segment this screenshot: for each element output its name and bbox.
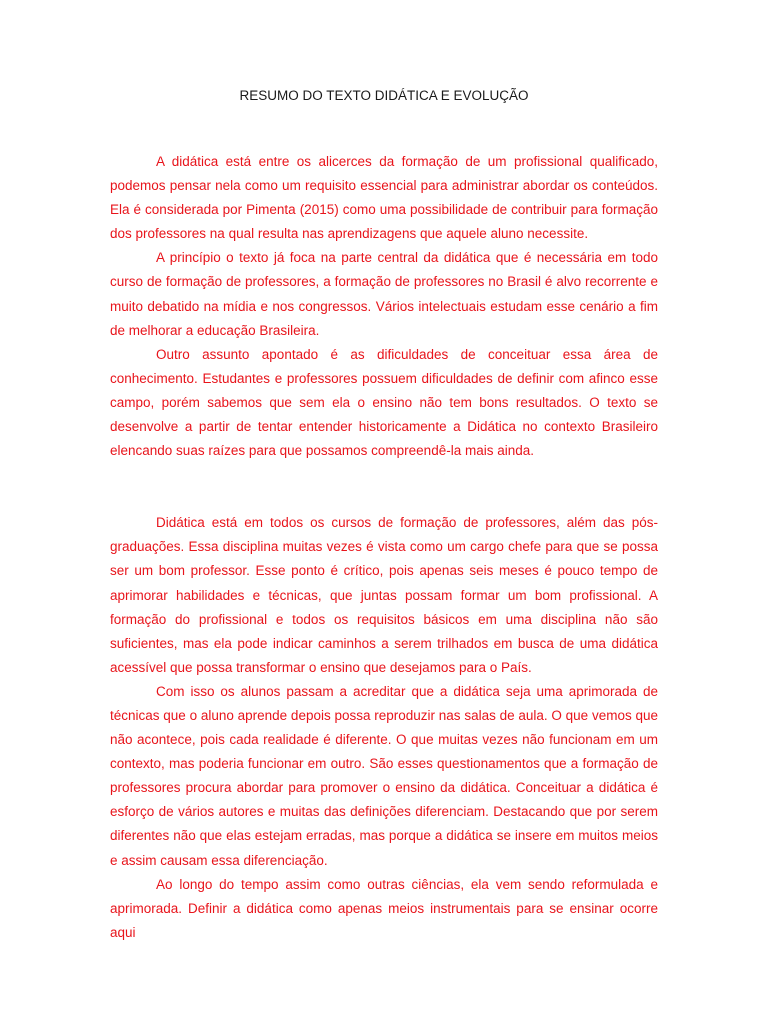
paragraph: A didática está entre os alicerces da formação de um profissional qualificado, podemos pensar nela como um requisito essencial para administrar abordar os conteúdos. Ela é considerada por Pimenta (2015) como uma possibilidade de contribuir para formação dos professores na qual resulta nas aprendizagens que aquele aluno necessite. (110, 154, 658, 242)
paragraph: Com isso os alunos passam a acreditar que a didática seja uma aprimorada de técnicas que o aluno aprende depois possa reproduzir nas salas de aula. O que vemos que não acontece, pois cada realidade é diferente. O que muitas vezes não funcionam em um contexto, mas poderia funcionar em outro. São esses questionamentos que a formação de professores procura abordar para promover o ensino da didática. Conceituar a didática é esforço de vários autores e muitas das definições diferenciam. Destacando que por serem diferentes não que elas estejam erradas, mas porque a didática se insere em muitos meios e assim causam essa diferenciação. (110, 683, 658, 868)
paragraph: A princípio o texto já foca na parte central da didática que é necessária em todo curso de formação de professores, a formação de professores no Brasil é alvo recorrente e muito debatido na mídia e nos congressos. Vários intelectuais estudam esse cenário a fim de melhorar a educação Brasileira. (110, 250, 658, 338)
document-title: RESUMO DO TEXTO DIDÁTICA E EVOLUÇÃO (239, 88, 529, 103)
section-1 (110, 150, 658, 463)
section-2 (110, 511, 658, 945)
paragraph: Didática está em todos os cursos de formação de professores, além das pós-graduações. Essa disciplina muitas vezes é vista como um cargo chefe para que se possa ser um bom professor. Esse ponto é crítico, pois apenas seis meses é pouco tempo de aprimorar habilidades e técnicas, que juntas possam formar um bom profissional. A formação do profissional e todos os requisitos básicos em uma disciplina não são suficientes, mas ela pode indicar caminhos a serem trilhados em busca de uma didática acessível que possa transformar o ensino que desejamos para o País. (110, 515, 658, 675)
section-spacer (110, 463, 658, 511)
paragraph: Ao longo do tempo assim como outras ciências, ela vem sendo reformulada e aprimorada. Definir a didática como apenas meios instrumentais para se ensinar ocorre aqui (110, 876, 658, 940)
paragraph: Outro assunto apontado é as dificuldades de conceituar essa área de conhecimento. Estudantes e professores possuem dificuldades de definir com afinco esse campo, porém sabemos que sem ela o ensino não tem bons resultados. O texto se desenvolve a partir de tentar entender historicamente a Didática no contexto Brasileiro elencando suas raízes para que possamos compreendê-la mais ainda. (110, 346, 658, 459)
